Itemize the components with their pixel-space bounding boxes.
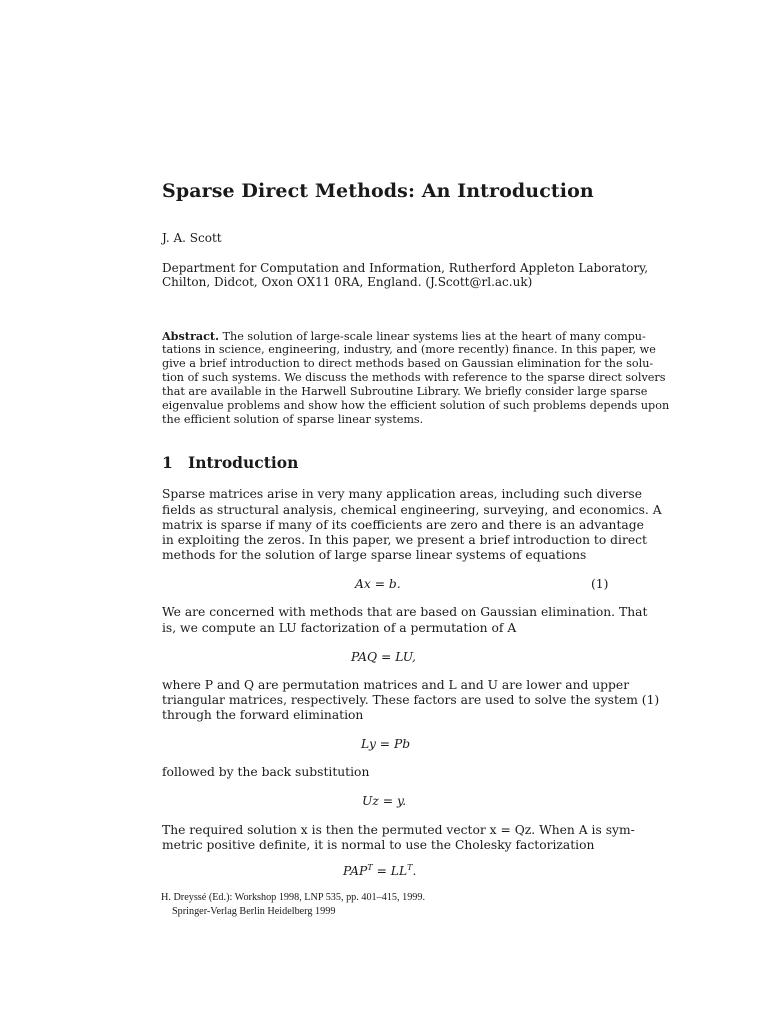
body-line: metric positive definite, it is normal to use the Cholesky factorization: [162, 838, 595, 852]
equation-4: Uz = y.: [362, 794, 407, 808]
body-line: We are concerned with methods that are based on Gaussian elimination. That: [162, 605, 648, 619]
footer-citation: H. Dreyssé (Ed.): Workshop 1998, LNP 535, pp. 401–415, 1999.: [161, 892, 426, 903]
author-name: J. A. Scott: [162, 231, 222, 245]
abstract-label: Abstract.: [162, 329, 219, 343]
section-number: 1: [162, 453, 173, 472]
abstract-first-line: Abstract. The solution of large-scale linear systems lies at the heart of many compu-: [162, 329, 646, 343]
abstract-line: the efficient solution of sparse linear systems.: [162, 413, 424, 426]
body-line: fields as structural analysis, chemical engineering, surveying, and economics. A: [162, 503, 662, 517]
body-line: where P and Q are permutation matrices and L and U are lower and upper: [162, 678, 630, 692]
footer-publisher: Springer-Verlag Berlin Heidelberg 1999: [172, 906, 336, 917]
section-heading: [162, 453, 298, 472]
affiliation-line: Chilton, Didcot, Oxon OX11 0RA, England. (J.Scott@rl.ac.uk): [162, 275, 533, 289]
section-title: Introduction: [188, 453, 299, 472]
equation-1: Ax = b.: [355, 577, 401, 591]
paper-title: Sparse Direct Methods: An Introduction: [162, 180, 594, 202]
equation-3: Ly = Pb: [361, 737, 411, 751]
affiliation-line: Department for Computation and Information, Rutherford Appleton Laboratory,: [162, 261, 649, 275]
body-line: matrix is sparse if many of its coefficients are zero and there is an advantage: [162, 518, 644, 532]
equation-number: (1): [591, 577, 609, 591]
body-line: Sparse matrices arise in very many application areas, including such diverse: [162, 487, 643, 501]
equation-2: PAQ = LU,: [351, 650, 416, 664]
body-line: followed by the back substitution: [162, 765, 370, 779]
body-line: The required solution x is then the permuted vector x = Qz. When A is sym-: [162, 823, 635, 837]
body-line: in exploiting the zeros. In this paper, we present a brief introduction to direct: [162, 533, 647, 547]
abstract-line: tion of such systems. We discuss the methods with reference to the sparse direct solvers: [162, 371, 666, 384]
abstract-line: tations in science, engineering, industry, and (more recently) finance. In this paper, we: [162, 343, 656, 356]
body-line: triangular matrices, respectively. These factors are used to solve the system (1): [162, 693, 660, 707]
body-line: is, we compute an LU factorization of a permutation of A: [162, 621, 517, 635]
equation-5: $PAP^T = LL^T$.: [343, 863, 417, 878]
abstract-line: give a brief introduction to direct methods based on Gaussian elimination for the solu-: [162, 357, 654, 370]
body-line: through the forward elimination: [162, 708, 364, 722]
body-line: methods for the solution of large sparse linear systems of equations: [162, 548, 587, 562]
abstract-line: that are available in the Harwell Subroutine Library. We briefly consider large sparse: [162, 385, 648, 398]
abstract-line: eigenvalue problems and show how the efficient solution of such problems depends upon: [162, 399, 670, 412]
